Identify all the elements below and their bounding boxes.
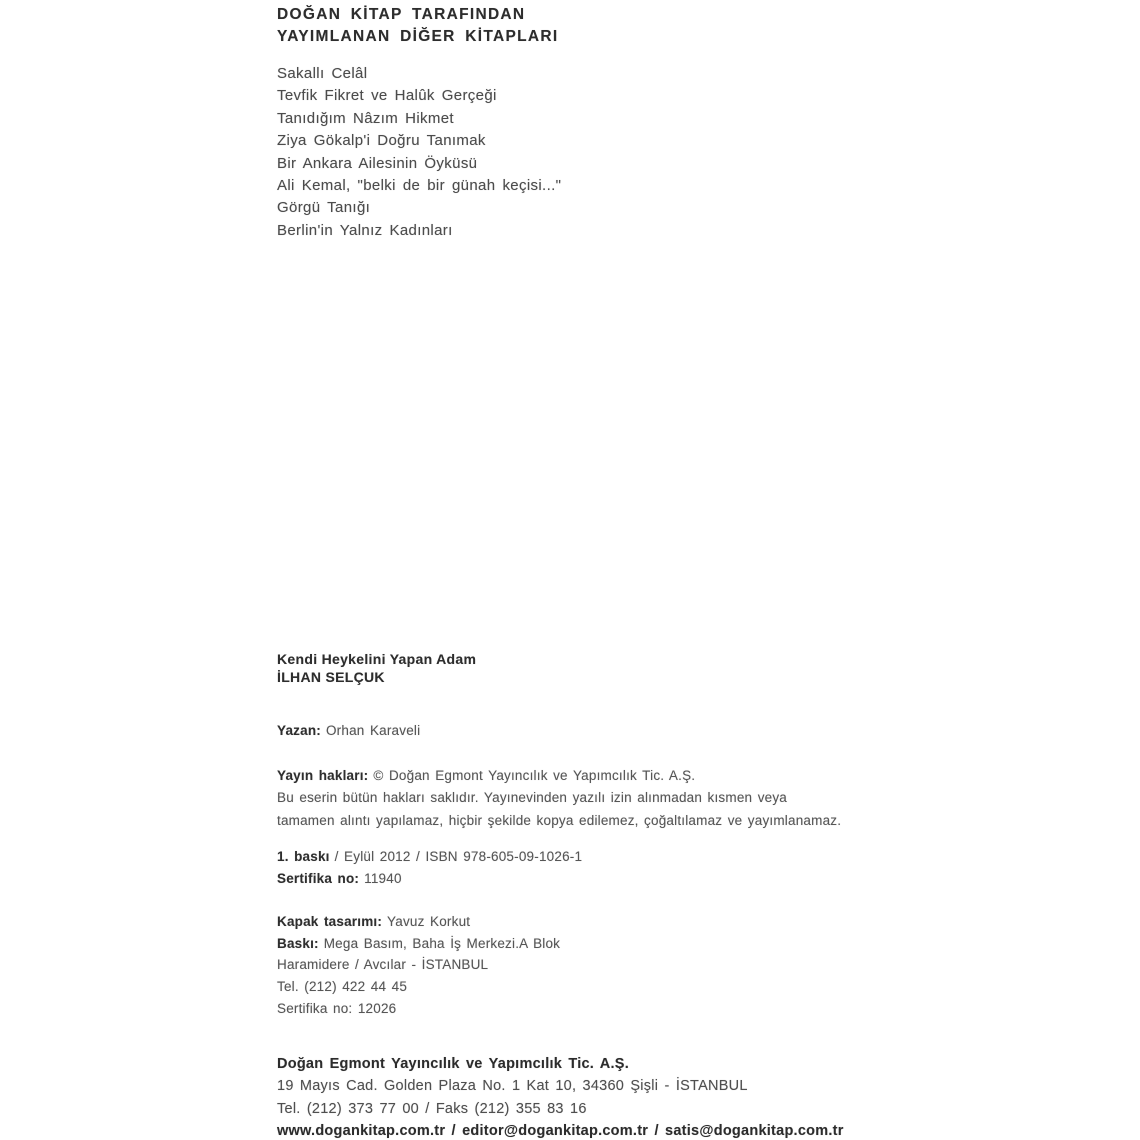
publisher-web-contacts: www.dogankitap.com.tr / editor@dogankitap.com.tr / satis@dogankitap.com.tr [277,1122,844,1139]
book-title-block [277,651,476,686]
publisher-block [277,1053,844,1140]
edition-line [277,846,582,868]
book-list-item: Sakallı Celâl [277,65,368,82]
copyright-holder-line [277,765,841,787]
printer-certificate: Sertifika no: 12026 [277,1000,397,1016]
certificate-line [277,868,582,890]
book-list-item: Berlin'in Yalnız Kadınları [277,221,453,239]
heading-line-1: DOĞAN KİTAP TARAFINDAN [277,6,526,23]
certificate-number: 11940 [364,871,402,887]
printer-phone: Tel. (212) 422 44 45 [277,979,408,995]
edition-block [277,846,582,891]
book-list-item: Tevfik Fikret ve Halûk Gerçeği [277,87,497,105]
cover-design-label: Kapak tasarımı: [277,914,383,929]
printer-address: Haramidere / Avcılar - İSTANBUL [277,957,489,973]
copyright-label: Yayın hakları: [277,768,369,783]
printer-line [277,933,560,955]
printer-label: Baskı: [277,935,319,951]
printer-name: Mega Basım, Baha İş Merkezi.A Blok [323,935,561,951]
certificate-label: Sertifika no: [277,871,360,887]
cover-designer: Yavuz Korkut [387,914,471,929]
writer-name: Orhan Karaveli [325,723,421,738]
book-subject-name: İLHAN SELÇUK [277,668,385,685]
publisher-books-heading [277,4,559,48]
copyright-notice-line-1: Bu eserin bütün hakları saklıdır. Yayınevinden yazılı izin alınmadan kısmen veya [277,790,788,806]
book-title: Kendi Heykelini Yapan Adam [277,651,477,667]
book-list-item: Tanıdığım Nâzım Hikmet [277,109,454,127]
publisher-phones: Tel. (212) 373 77 00 / Faks (212) 355 83 16 [277,1100,587,1117]
book-list-item: Görgü Tanığı [277,199,371,217]
writer-label: Yazan: [277,723,321,738]
production-block [277,911,560,1020]
book-list-item: Ali Kemal, "belki de bir günah keçisi..." [277,177,562,195]
edition-label: 1. baskı [277,849,330,864]
cover-design-line [277,911,560,933]
copyright-notice-line-2: tamamen alıntı yapılamaz, hiçbir şekilde kopya edilemez, çoğaltılamaz ve yayımlanamaz. [277,812,842,828]
publisher-address: 19 Mayıs Cad. Golden Plaza No. 1 Kat 10, 34360 Şişli - İSTANBUL [277,1078,748,1095]
book-list-item: Ziya Gökalp'i Doğru Tanımak [277,132,486,150]
edition-details: / Eylül 2012 / ISBN 978-605-09-1026-1 [334,849,583,864]
writer-line [277,723,420,738]
copyright-block [277,765,841,832]
publisher-name: Doğan Egmont Yayıncılık ve Yapımcılık Tic. A.Ş. [277,1056,630,1072]
book-list-item: Bir Ankara Ailesinin Öyküsü [277,154,478,172]
copyright-holder: © Doğan Egmont Yayıncılık ve Yapımcılık Tic. A.Ş. [373,768,696,783]
other-books-list [277,63,561,242]
heading-line-2: YAYIMLANAN DİĞER KİTAPLARI [277,28,559,45]
